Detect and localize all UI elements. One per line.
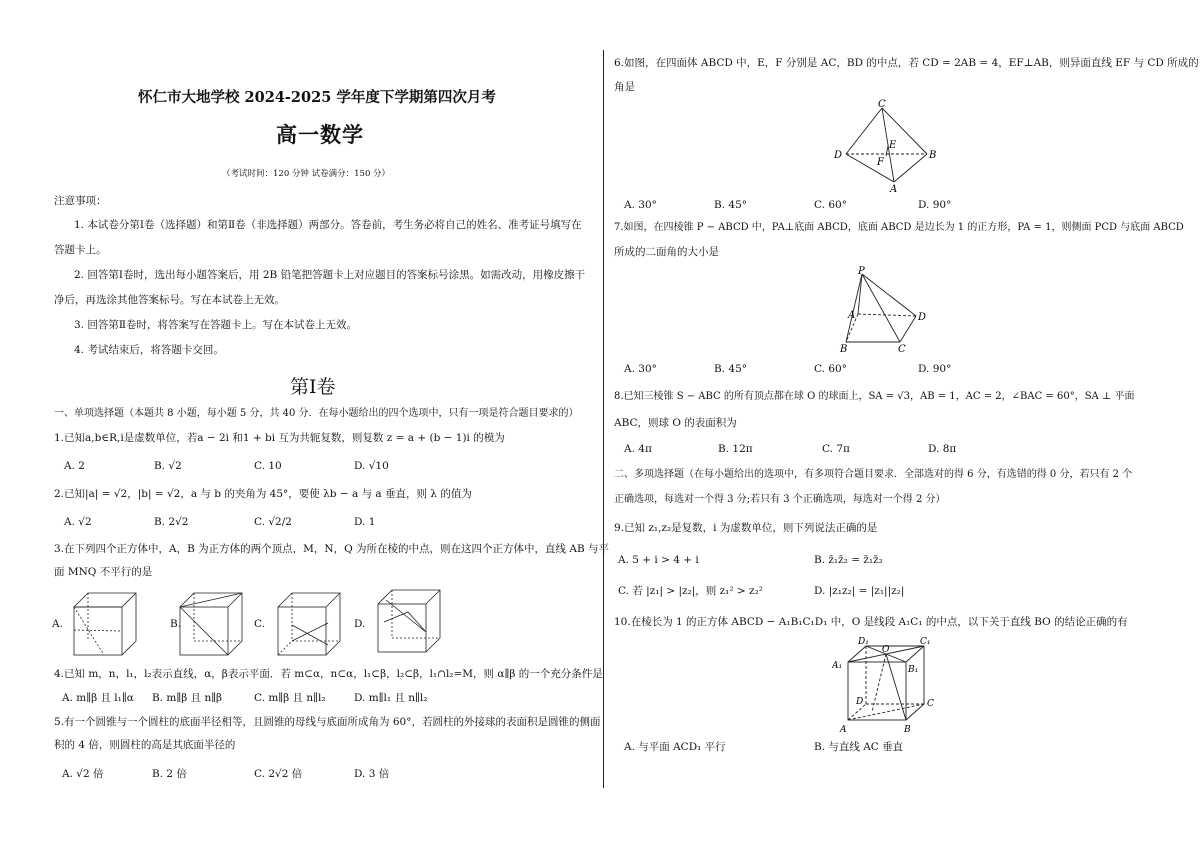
q8-option-d: D. 8π <box>928 443 957 455</box>
q7-label: A <box>848 310 856 321</box>
q2-option-d: D. 1 <box>354 516 376 528</box>
q5-option-a: A. √2 倍 <box>62 768 104 780</box>
q7-label: B <box>840 344 848 354</box>
column-divider <box>603 50 604 788</box>
question-6-line1: 6.如图，在四面体 ABCD 中，E，F 分别是 AC，BD 的中点，若 CD = 2AB = 4，EF⊥AB，则异面直线 EF 与 CD 所成的 <box>614 57 1199 69</box>
question-10: 10.在棱长为 1 的正方体 ABCD − A₁B₁C₁D₁ 中，O 是线段 A₁C₁ 的中点，以下关于直线 BO 的结论正确的有 <box>614 616 1128 628</box>
q6-option-b: B. 45° <box>714 199 748 211</box>
note-line: 净后，再选涂其他答案标号。写在本试卷上无效。 <box>54 294 285 306</box>
q1-option-d: D. √10 <box>354 460 389 472</box>
part-heading: 第Ⅰ卷 <box>290 376 336 398</box>
q7-label: C <box>898 344 906 354</box>
q4-option-a: A. m∥β 且 l₁∥α <box>62 692 134 704</box>
q6-option-c: C. 60° <box>814 199 847 211</box>
q7-option-c: C. 60° <box>814 363 847 375</box>
question-5-line1: 5.有一个圆锥与一个圆柱的底面半径相等，且圆锥的母线与底面所成角为 60°，若圆柱的外接球的表面积是圆锥的侧面 <box>54 716 601 728</box>
q7-label: D <box>918 312 927 323</box>
q9-option-c: C. 若 |z₁| > |z₂|，则 z₁² > z₂² <box>618 585 763 597</box>
q3-option-c: C. <box>254 618 265 630</box>
q6-tetrahedron-figure <box>832 96 942 194</box>
question-8-line2: ABC，则球 O 的表面积为 <box>614 417 737 429</box>
q3-option-d: D. <box>354 618 366 630</box>
q5-option-d: D. 3 倍 <box>354 768 390 780</box>
q2-option-b: B. 2√2 <box>154 516 189 528</box>
q6-option-a: A. 30° <box>624 199 657 211</box>
q3-cube-figure-c <box>268 585 348 660</box>
q2-option-c: C. √2/2 <box>254 516 292 528</box>
q3-cube-figure-a <box>64 585 144 660</box>
q3-option-a: A. <box>52 618 63 630</box>
q8-option-a: A. 4π <box>624 443 652 455</box>
q10-cube-figure <box>832 632 952 736</box>
q6-label: B <box>929 150 937 161</box>
q6-label: D <box>834 150 843 161</box>
notes-heading: 注意事项： <box>54 195 107 207</box>
q3-option-b: B. <box>170 618 182 630</box>
q7-option-a: A. 30° <box>624 363 657 375</box>
q1-option-a: A. 2 <box>64 460 85 472</box>
note-line: 1. 本试卷分第Ⅰ卷（选择题）和第Ⅱ卷（非选择题）两部分。答卷前，考生务必将自己的姓名、准考证号填写在 <box>74 219 582 231</box>
q3-cube-figure-b <box>170 585 250 660</box>
q7-label: P <box>858 266 865 277</box>
q10-label: B₁ <box>908 665 919 675</box>
q10-option-a: A. 与平面 ACD₁ 平行 <box>624 741 726 753</box>
section-heading: 二、多项选择题（在每小题给出的选项中，有多项符合题目要求．全部选对的得 6 分，有选错的得 0 分，若只有 2 个 <box>614 469 1133 480</box>
q6-label: F <box>877 157 884 168</box>
q4-option-c: C. m∥β 且 n∥l₂ <box>254 692 326 704</box>
exam-title: 怀仁市大地学校 2024-2025 学年度下学期第四次月考 <box>138 89 496 106</box>
q6-label: C <box>878 99 886 110</box>
question-8-line1: 8.已知三棱锥 S − ABC 的所有顶点都在球 O 的球面上，SA = √3，AB = 1，AC = 2，∠BAC = 60°，SA ⊥ 平面 <box>614 391 1135 402</box>
q10-label: A₁ <box>832 661 843 671</box>
question-1: 1.已知a,b∈R,i是虚数单位，若a − 2i 和1 + bi 互为共轭复数，则复数 z = a + (b − 1)i 的模为 <box>54 432 505 444</box>
note-line: 4. 考试结束后，将答题卡交回。 <box>74 344 224 356</box>
q10-label: C <box>927 699 934 709</box>
q5-option-c: C. 2√2 倍 <box>254 768 303 780</box>
q6-label: E <box>889 140 897 151</box>
q8-option-b: B. 12π <box>718 443 753 455</box>
q9-option-a: A. 5 + i > 4 + i <box>618 554 699 566</box>
q1-option-b: B. √2 <box>154 460 182 472</box>
q9-option-d: D. |z₁z₂| = |z₁||z₂| <box>814 585 905 597</box>
q6-label: A <box>890 184 898 194</box>
note-line: 2. 回答第Ⅰ卷时，选出每小题答案后，用 2B 铅笔把答题卡上对应题目的答案标号涂黑。如需改动，用橡皮擦干 <box>74 269 586 281</box>
section-heading: 一、单项选择题（本题共 8 小题，每小题 5 分，共 40 分．在每小题给出的四个选项中，只有一项是符合题目要求的） <box>54 408 579 419</box>
exam-info: （考试时间：120 分钟 试卷满分：150 分） <box>222 169 391 179</box>
note-line: 3. 回答第Ⅱ卷时，将答案写在答题卡上。写在本试卷上无效。 <box>74 319 357 331</box>
q10-label: O <box>882 645 890 655</box>
question-9: 9.已知 z₁,z₂是复数，i 为虚数单位，则下列说法正确的是 <box>614 522 878 534</box>
q5-option-b: B. 2 倍 <box>152 768 187 780</box>
q2-option-a: A. √2 <box>64 516 92 528</box>
question-4: 4.已知 m，n，l₁，l₂表示直线，α，β表示平面．若 m⊂α，n⊂α，l₁⊂β，l₂⊂β，l₁∩l₂=M，则 α∥β 的一个充分条件是 <box>54 668 603 680</box>
q10-label: A <box>840 725 847 735</box>
question-6-line2: 角是 <box>614 81 635 93</box>
q8-option-c: C. 7π <box>822 443 850 455</box>
question-3-line2: 面 MNQ 不平行的是 <box>54 566 153 578</box>
question-2: 2.已知|a| = √2，|b| = √2，a 与 b 的夹角为 45°，要使 λb − a 与 a 垂直，则 λ 的值为 <box>54 488 472 500</box>
q10-option-b: B. 与直线 AC 垂直 <box>814 741 904 753</box>
question-7-line1: 7.如图，在四棱锥 P − ABCD 中，PA⊥底面 ABCD，底面 ABCD 是边长为 1 的正方形，PA = 1，则侧面 PCD 与底面 ABCD <box>614 222 1184 233</box>
question-3-line1: 3.在下列四个正方体中，A，B 为正方体的两个顶点，M，N，Q 为所在棱的中点，则在这四个正方体中，直线 AB 与平 <box>54 543 610 555</box>
section-heading-cont: 正确选项，每选对一个得 3 分;若只有 3 个正确选项，每选对一个得 2 分） <box>614 494 946 505</box>
q7-pyramid-figure <box>836 264 936 354</box>
question-5-line2: 积的 4 倍，则圆柱的高是其底面半径的 <box>54 739 236 751</box>
q4-option-b: B. m∥β 且 n∥β <box>152 692 223 704</box>
q1-option-c: C. 10 <box>254 460 282 472</box>
q10-label: B <box>904 725 911 735</box>
q10-label: D₁ <box>858 637 869 647</box>
q3-cube-figure-d <box>368 582 448 660</box>
q10-label: C₁ <box>920 637 931 647</box>
q9-option-b: B. z̄₁z̄₂ = z̄₁z̄₂ <box>814 554 883 566</box>
note-line: 答题卡上。 <box>54 244 107 256</box>
subject-title: 高一数学 <box>276 122 364 147</box>
q6-option-d: D. 90° <box>918 199 952 211</box>
q10-label: D <box>856 697 864 707</box>
question-7-line2: 所成的二面角的大小是 <box>614 246 719 258</box>
q7-option-b: B. 45° <box>714 363 748 375</box>
q7-option-d: D. 90° <box>918 363 952 375</box>
q4-option-d: D. m∥l₁ 且 n∥l₂ <box>354 692 428 704</box>
